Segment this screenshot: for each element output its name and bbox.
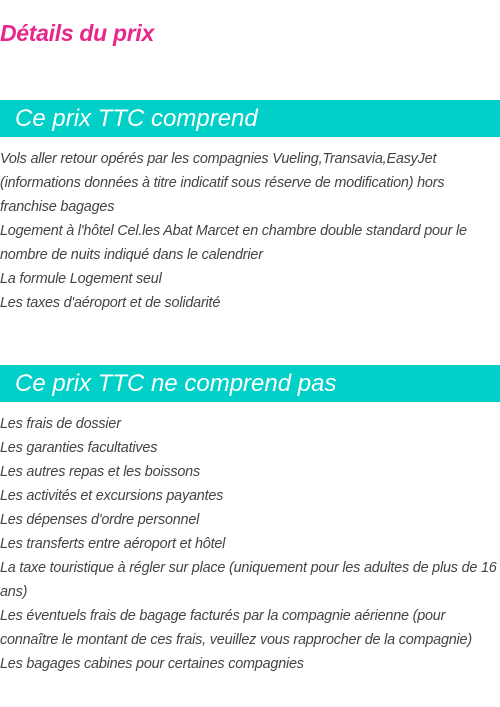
list-item: Les activités et excursions payantes	[0, 488, 224, 504]
list-item: Les transferts entre aéroport et hôtel	[0, 536, 226, 552]
excluded-section-header: Ce prix TTC ne comprend pas	[0, 365, 500, 402]
list-item: La taxe touristique à régler sur place (uniquement pour les adultes de plus de 16 ans)	[0, 560, 497, 600]
list-item: Les garanties facultatives	[0, 440, 158, 456]
list-item: Les dépenses d'ordre personnel	[0, 512, 200, 528]
included-section-header: Ce prix TTC comprend	[0, 100, 500, 137]
page-title: Détails du prix	[0, 20, 154, 46]
excluded-list	[0, 412, 500, 676]
list-item: Logement à l'hôtel Cel.les Abat Marcet en chambre double standard pour le nombre de nuits indiqué dans le calendrier	[0, 223, 467, 263]
list-item: Vols aller retour opérés par les compagnies Vueling,Transavia,EasyJet (informations données à titre indicatif sous réserve de modification) hors franchise bagages	[0, 151, 445, 215]
list-item: Les frais de dossier	[0, 416, 121, 432]
list-item: Les taxes d'aéroport et de solidarité	[0, 295, 221, 311]
included-list	[0, 147, 500, 315]
list-item: Les bagages cabines pour certaines compagnies	[0, 656, 304, 672]
list-item: Les éventuels frais de bagage facturés par la compagnie aérienne (pour connaître le montant de ces frais, veuillez vous rapprocher de la compagnie)	[0, 608, 472, 648]
list-item: Les autres repas et les boissons	[0, 464, 200, 480]
list-item: La formule Logement seul	[0, 271, 162, 287]
